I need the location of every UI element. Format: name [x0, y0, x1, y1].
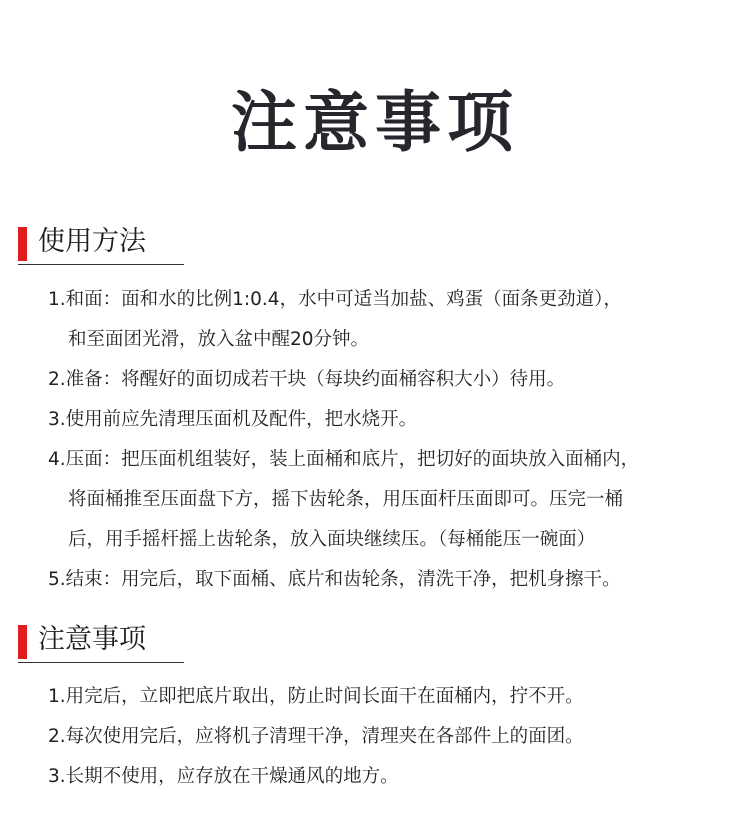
- precautions-accent-bar: [18, 625, 27, 659]
- usage-accent-bar: [18, 227, 27, 261]
- precaution-3: 3.长期不使用，应存放在干燥通风的地方。: [48, 766, 399, 787]
- usage-step-1-line-2: 和至面团光滑，放入盆中醒20分钟。: [68, 329, 370, 350]
- precautions-section-title: 注意事项: [38, 624, 146, 655]
- usage-step-1-line-1: 1.和面：面和水的比例1:0.4，水中可适当加盐、鸡蛋（面条更劲道），: [48, 289, 622, 310]
- usage-step-4-line-3: 后，用手摇杆摇上齿轮条，放入面块继续压。（每桶能压一碗面）: [68, 529, 596, 550]
- usage-step-4-line-2: 将面桶推至压面盘下方，摇下齿轮条，用压面杆压面即可。压完一桶: [68, 489, 624, 510]
- usage-step-3: 3.使用前应先清理压面机及配件，把水烧开。: [48, 409, 418, 430]
- precautions-section-header: [18, 622, 738, 662]
- usage-step-2: 2.准备：将醒好的面切成若干块（每块约面桶容积大小）待用。: [48, 369, 566, 390]
- precaution-2: 2.每次使用完后，应将机子清理干净，清理夹在各部件上的面团。: [48, 726, 584, 747]
- precautions-list: [48, 677, 748, 797]
- usage-section-title: 使用方法: [38, 226, 146, 257]
- usage-step-4-line-1: 4.压面：把压面机组装好，装上面桶和底片，把切好的面块放入面桶内，: [48, 449, 640, 470]
- page-title: 注意事项: [231, 83, 519, 161]
- precautions-section: [18, 622, 738, 662]
- usage-step-5: 5.结束：用完后，取下面桶、底片和齿轮条，清洗干净，把机身擦干。: [48, 569, 621, 590]
- usage-section-divider: [18, 264, 184, 265]
- precaution-1: 1.用完后，立即把底片取出，防止时间长面干在面桶内，拧不开。: [48, 686, 584, 707]
- usage-section: [18, 224, 738, 264]
- usage-section-header: [18, 224, 738, 264]
- usage-steps-list: [48, 280, 748, 600]
- precautions-section-divider: [18, 662, 184, 663]
